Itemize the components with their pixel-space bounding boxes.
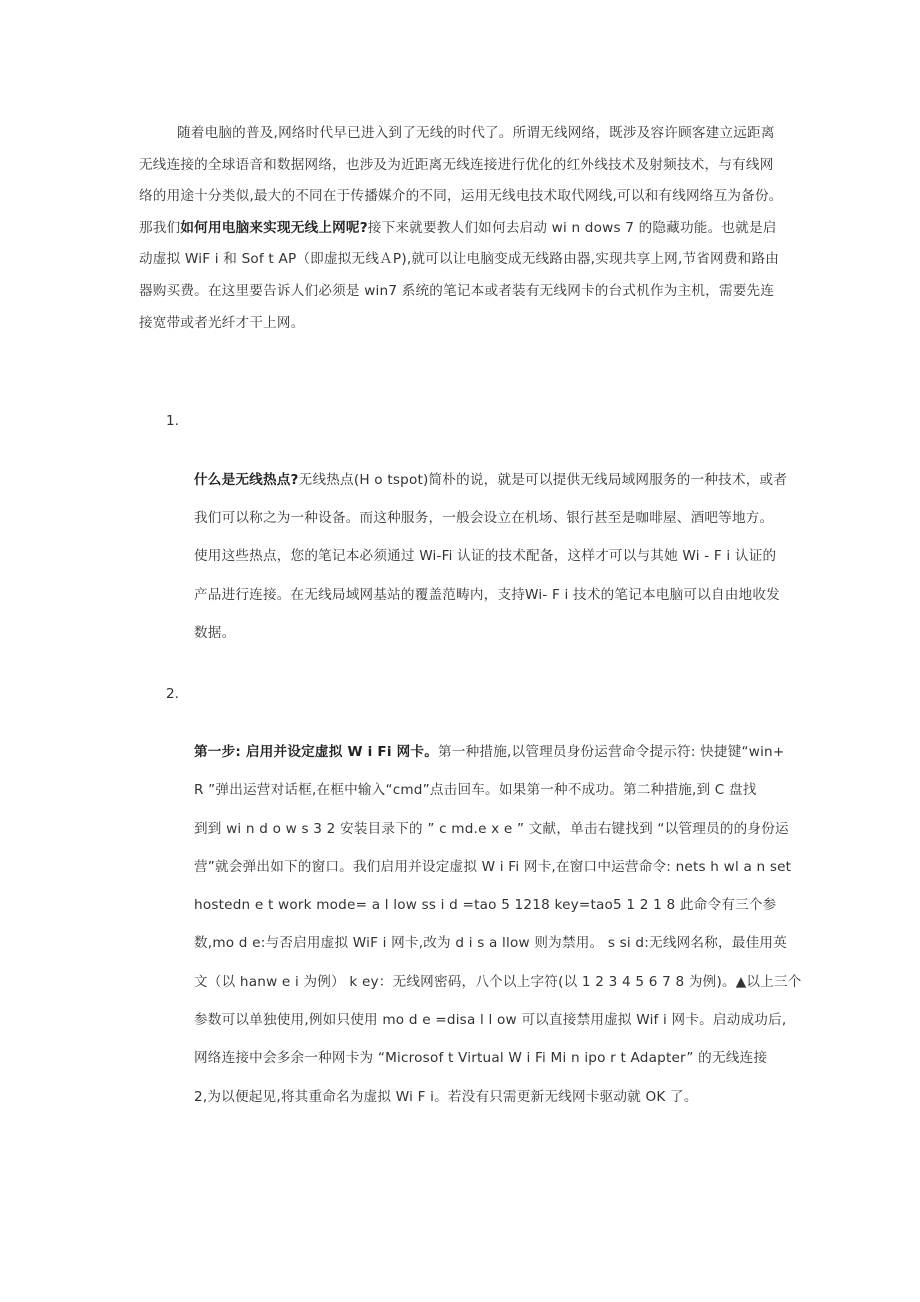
list-number-2: 2. — [166, 686, 179, 702]
intro-line-3: 络的用途十分类似,最大的不同在于传播媒介的不同，运用无线电技术取代网线,可以和有线网络互为备份。 — [139, 188, 783, 205]
intro-line-6: 器购买费。在这里要告诉人们必须是 win7 系统的笔记本或者装有无线网卡的台式机作为主机，需要先连 — [139, 282, 775, 299]
intro-paragraph — [139, 118, 789, 339]
item2-line-6: 数,mo d e:与否启用虚拟 WiF i 网卡,改为 d i s a llow 则为禁用。 s si d:无线网名称，最佳用英 — [194, 935, 787, 952]
item2-line-3: 到到 wi n d o w s 3 2 安装目录下的 ” c md.e x e ” 文献，单击右键找到 “以管理员的的身份运 — [194, 820, 789, 837]
list-number-1: 1. — [166, 413, 179, 429]
item2-line-5: hostedn e t work mode= a l low ss i d =tao 5 1218 key=tao5 1 2 1 8 此命令有三个参 — [194, 897, 777, 914]
item2-line-1-text: 第一种措施,以管理员身份运营命令提示符: 快捷键“win+ — [438, 744, 785, 760]
intro-line-5: 动虚拟 WiF i 和 Sof t AP（即虚拟无线ＡP),就可以让电脑变成无线路由器,实现共享上网,节省网费和路由 — [139, 251, 780, 268]
intro-line-2: 无线连接的全球语音和数据网络，也涉及为近距离无线连接进行优化的红外线技术及射频技术，与有线网 — [139, 156, 774, 173]
item2-line-10: 2,为以便起见,将其重命名为虚拟 Wi F i。若没有只需更新无线网卡驱动就 OK 了。 — [194, 1088, 698, 1105]
item1-line-1 — [194, 461, 794, 499]
item1-line-4: 产品进行连接。在无线局域网基站的覆盖范畴内，支持Wi- F i 技术的笔记本电脑可以自由地收发 — [194, 586, 780, 603]
list-item-1 — [194, 461, 794, 652]
item2-line-8: 参数可以单独使用,例如只使用 mo d e =disa l l ow 可以直接禁用虚拟 Wif i 网卡。启动成功后, — [194, 1012, 787, 1029]
item2-line-1 — [194, 733, 794, 771]
list-item-2 — [194, 733, 802, 1116]
item1-line-1-text: 无线热点(H o tspot)简朴的说，就是可以提供无线局域网服务的一种技术，或者 — [298, 472, 788, 488]
item2-line-9: 网络连接中会多余一种网卡为 “Microsof t Virtual W i Fi Mi n ipo r t Adapter” 的无线连接 — [194, 1050, 768, 1067]
intro-line-1: 随着电脑的普及,网络时代早已进入到了无线的时代了。所谓无线网络，既涉及容许顾客建立远距离 — [177, 125, 775, 141]
intro-bold-question: 如何用电脑来实现无线上网呢? — [180, 219, 368, 236]
item1-line-5: 数据。 — [194, 624, 236, 641]
intro-line-4-start: 那我们 — [139, 219, 181, 236]
item1-line-2: 我们可以称之为一种设备。而这种服务，一般会设立在机场、银行甚至是咖啡屋、酒吧等地方。 — [194, 510, 774, 527]
intro-line-4-end: 接下来就要教人们如何去启动 wi n dows 7 的隐藏功能。也就是启 — [367, 219, 777, 236]
item2-line-4: 营”就会弹出如下的窗口。我们启用并设定虚拟 W i Fi 网卡,在窗口中运营命令: nets h wl a n set — [194, 858, 792, 875]
intro-line-4 — [139, 213, 789, 245]
intro-line-7: 接宽带或者光纤才干上网。 — [139, 314, 305, 331]
item1-line-3: 使用这些热点，您的笔记本必须通过 Wi-Fi 认证的技术配备，这样才可以与其她 Wi - F i 认证的 — [194, 548, 777, 565]
item1-bold-heading: 什么是无线热点? — [194, 472, 299, 488]
item2-line-7: 文（以 hanw e i 为例） k ey：无线网密码，八个以上字符(以 1 2 3 4 5 6 7 8 为例)。▲以上三个 — [194, 973, 802, 990]
item2-line-2: R ”弹出运营对话框,在框中输入“cmd”点击回车。如果第一种不成功。第二种措施,到 C 盘找 — [194, 782, 757, 799]
item2-bold-heading: 第一步: 启用并设定虚拟 W i Fi 网卡。 — [194, 744, 439, 760]
